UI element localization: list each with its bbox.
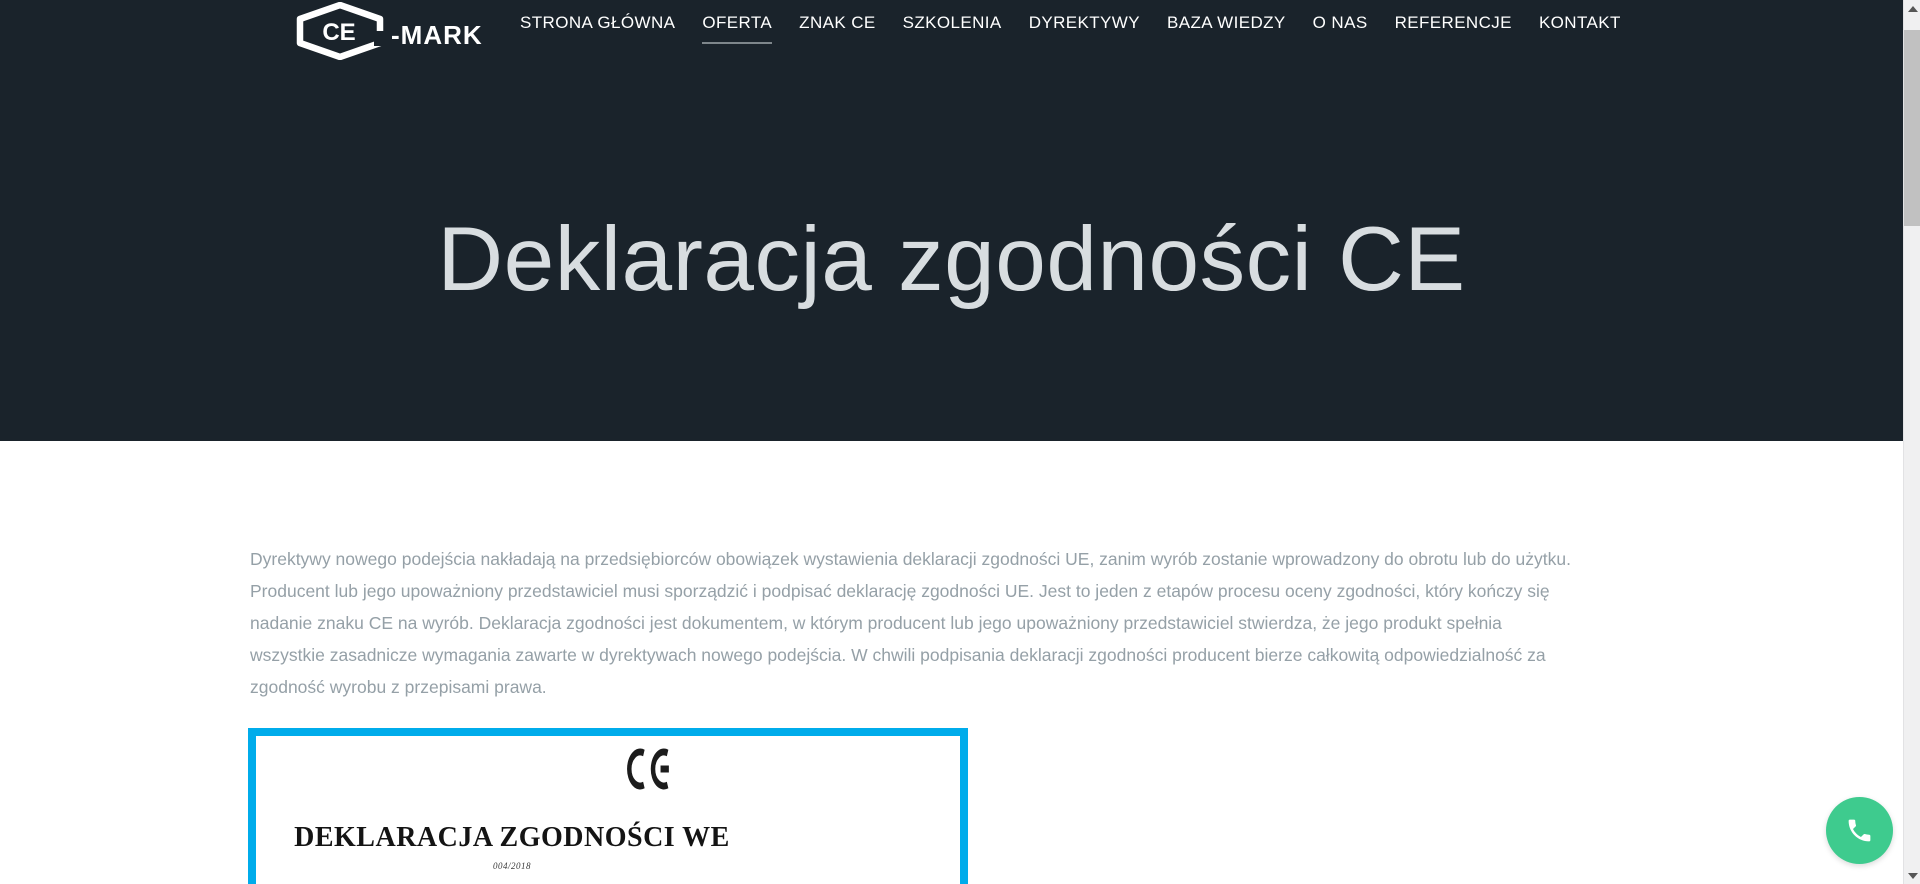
nav-item-o-nas[interactable]: O NAS	[1312, 12, 1368, 32]
intro-paragraph-line: zgodność wyrobu z przepisami prawa.	[250, 677, 547, 697]
intro-paragraph	[250, 543, 1670, 703]
page-title: Deklaracja zgodności CE	[437, 209, 1466, 310]
hero-section	[0, 0, 1903, 441]
scrollbar[interactable]	[1903, 0, 1920, 884]
nav-item-dyrektywy[interactable]: DYREKTYWY	[1028, 12, 1140, 32]
hexagon-logo-icon	[292, 2, 388, 60]
logo-hex-label: CE	[322, 19, 356, 46]
phone-icon	[1845, 816, 1874, 845]
nav-item-oferta[interactable]: OFERTA	[702, 9, 772, 44]
intro-paragraph-line: Producent lub jego upoważniony przedstawiciel musi sporządzić i podpisać deklarację zgodności UE. Jest to jeden z etapów procesu oceny zgodności, który kończy się	[250, 581, 1550, 601]
intro-paragraph-line: nadanie znaku CE na wyrób. Deklaracja zgodności jest dokumentem, w którym producent lub jego upoważniony przedstawiciel stwierdza, że jego produkt spełnia	[250, 613, 1502, 633]
logo-text: -MARK	[391, 19, 483, 50]
brand-logo[interactable]	[292, 2, 483, 60]
intro-paragraph-line: Dyrektywy nowego podejścia nakładają na przedsiębiorców obowiązek wystawienia deklaracji zgodności UE, zanim wyrób zostanie wprowadzony do obrotu lub do użytku.	[250, 549, 1571, 569]
scrollbar-down-arrow-icon[interactable]	[1904, 867, 1920, 884]
main-navigation	[520, 0, 1621, 52]
scrollbar-thumb[interactable]	[1904, 30, 1920, 226]
ce-mark-icon	[624, 747, 674, 796]
nav-item-szkolenia[interactable]: SZKOLENIA	[902, 12, 1002, 32]
document-heading-block	[256, 822, 768, 871]
site-header	[0, 0, 1903, 58]
nav-item-znak-ce[interactable]: ZNAK CE	[799, 12, 876, 32]
intro-paragraph-line: wszystkie zasadnicze wymagania zawarte w dyrektywach nowego podejścia. W chwili podpisania deklaracji zgodności producent bierze całkowitą odpowiedzialność za	[250, 645, 1546, 665]
scrollbar-up-arrow-icon[interactable]	[1904, 0, 1920, 17]
nav-item-strona-g-wna[interactable]: STRONA GŁÓWNA	[520, 12, 676, 32]
main-content	[0, 441, 1903, 884]
nav-item-referencje[interactable]: REFERENCJE	[1394, 12, 1512, 32]
declaration-document-preview[interactable]	[248, 728, 968, 884]
nav-item-kontakt[interactable]: KONTAKT	[1538, 12, 1621, 32]
phone-call-button[interactable]	[1826, 797, 1893, 864]
document-title: DEKLARACJA ZGODNOŚCI WE	[294, 822, 730, 853]
document-number: 004/2018	[492, 861, 531, 871]
nav-item-baza-wiedzy[interactable]: BAZA WIEDZY	[1166, 12, 1286, 32]
